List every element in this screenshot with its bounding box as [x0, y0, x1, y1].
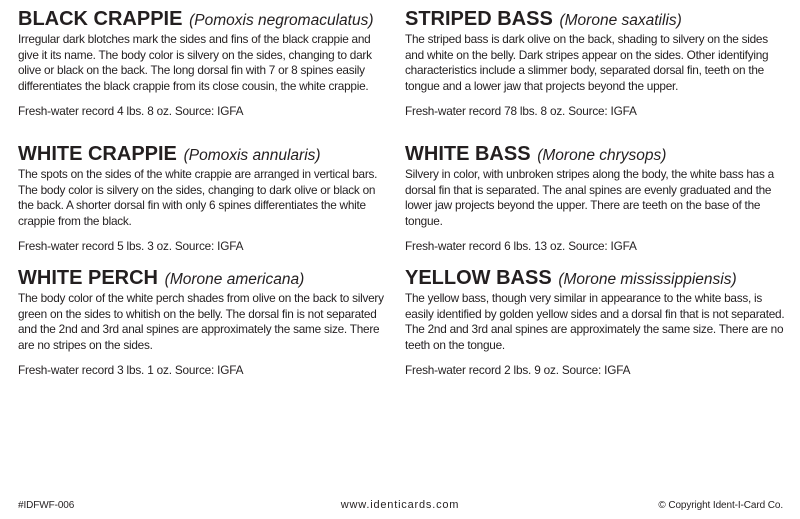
- product-code: #IDFWF-006: [18, 500, 75, 511]
- species-title: [18, 142, 390, 167]
- species-title: [405, 7, 785, 32]
- species-entry-white-perch: [18, 266, 390, 378]
- species-description: Silvery in color, with unbroken stripes along the body, the white bass has a dorsal fin that is separated. The anal spines are evenly graduated and the lower jaw projects beyond the upper. There are teeth on the base of the tongue.: [405, 167, 774, 228]
- species-scientific-name: (Morone mississippiensis): [558, 271, 737, 288]
- species-name: WHITE BASS: [405, 143, 531, 165]
- species-name: WHITE CRAPPIE: [18, 143, 177, 165]
- species-scientific-name: (Morone americana): [164, 271, 305, 288]
- species-name: YELLOW BASS: [405, 267, 552, 289]
- species-scientific-name: (Pomoxis negromaculatus): [189, 12, 374, 29]
- species-title: [18, 266, 390, 291]
- species-description: The striped bass is dark olive on the back, shading to silvery on the sides and white on the belly. Dark stripes appear on the sides. Other identifying characteristics include a slimmer body, separated dorsal fin, teeth on the tongue and a lower jaw that projects beyond the upper.: [405, 32, 769, 93]
- species-name: WHITE PERCH: [18, 267, 158, 289]
- species-record: Fresh-water record 6 lbs. 13 oz. Source: IGFA: [405, 239, 637, 254]
- species-title: [18, 7, 390, 32]
- species-title: [405, 142, 785, 167]
- copyright-notice: © Copyright Ident-I-Card Co.: [658, 500, 783, 511]
- species-description: Irregular dark blotches mark the sides and fins of the black crappie and give it its name. The body color is silvery on the sides, changing to dark olive or black on the back. The long dorsal fin with 7 or 8 spines easily differentiates the black crappie from its close cousin, the white crappie.: [18, 32, 372, 93]
- species-record: Fresh-water record 3 lbs. 1 oz. Source: IGFA: [18, 363, 244, 378]
- species-record: Fresh-water record 4 lbs. 8 oz. Source: IGFA: [18, 104, 244, 119]
- species-record: Fresh-water record 5 lbs. 3 oz. Source: IGFA: [18, 239, 244, 254]
- species-record: Fresh-water record 2 lbs. 9 oz. Source: IGFA: [405, 363, 631, 378]
- species-description: The yellow bass, though very similar in appearance to the white bass, is easily identified by golden yellow sides and a dorsal fin that is not separated. The 2nd and 3rd anal spines are approximately the same size. There are no teeth on the tongue.: [405, 291, 785, 352]
- species-entry-striped-bass: [405, 7, 785, 119]
- species-entry-black-crappie: [18, 7, 390, 119]
- species-entry-white-crappie: [18, 142, 390, 254]
- species-name: STRIPED BASS: [405, 8, 553, 30]
- species-description: The body color of the white perch shades from olive on the back to silvery green on the sides to whitish on the belly. The dorsal fin is not separated and the 2nd and 3rd anal spines are approximately the same size. There are no stripes on the sides.: [18, 291, 384, 352]
- species-record: Fresh-water record 78 lbs. 8 oz. Source: IGFA: [405, 104, 637, 119]
- species-scientific-name: (Morone chrysops): [537, 147, 667, 164]
- species-entry-yellow-bass: [405, 266, 785, 378]
- species-entry-white-bass: [405, 142, 785, 254]
- species-title: [405, 266, 785, 291]
- website-url: www.identicards.com: [340, 499, 460, 511]
- species-scientific-name: (Pomoxis annularis): [183, 147, 321, 164]
- species-scientific-name: (Morone saxatilis): [559, 12, 682, 29]
- species-description: The spots on the sides of the white crappie are arranged in vertical bars. The body color is silvery on the sides, changing to dark olive or black on the back. A shorter dorsal fin with only 6 spines differentiates the white crappie from the black.: [18, 167, 378, 228]
- species-name: BLACK CRAPPIE: [18, 8, 183, 30]
